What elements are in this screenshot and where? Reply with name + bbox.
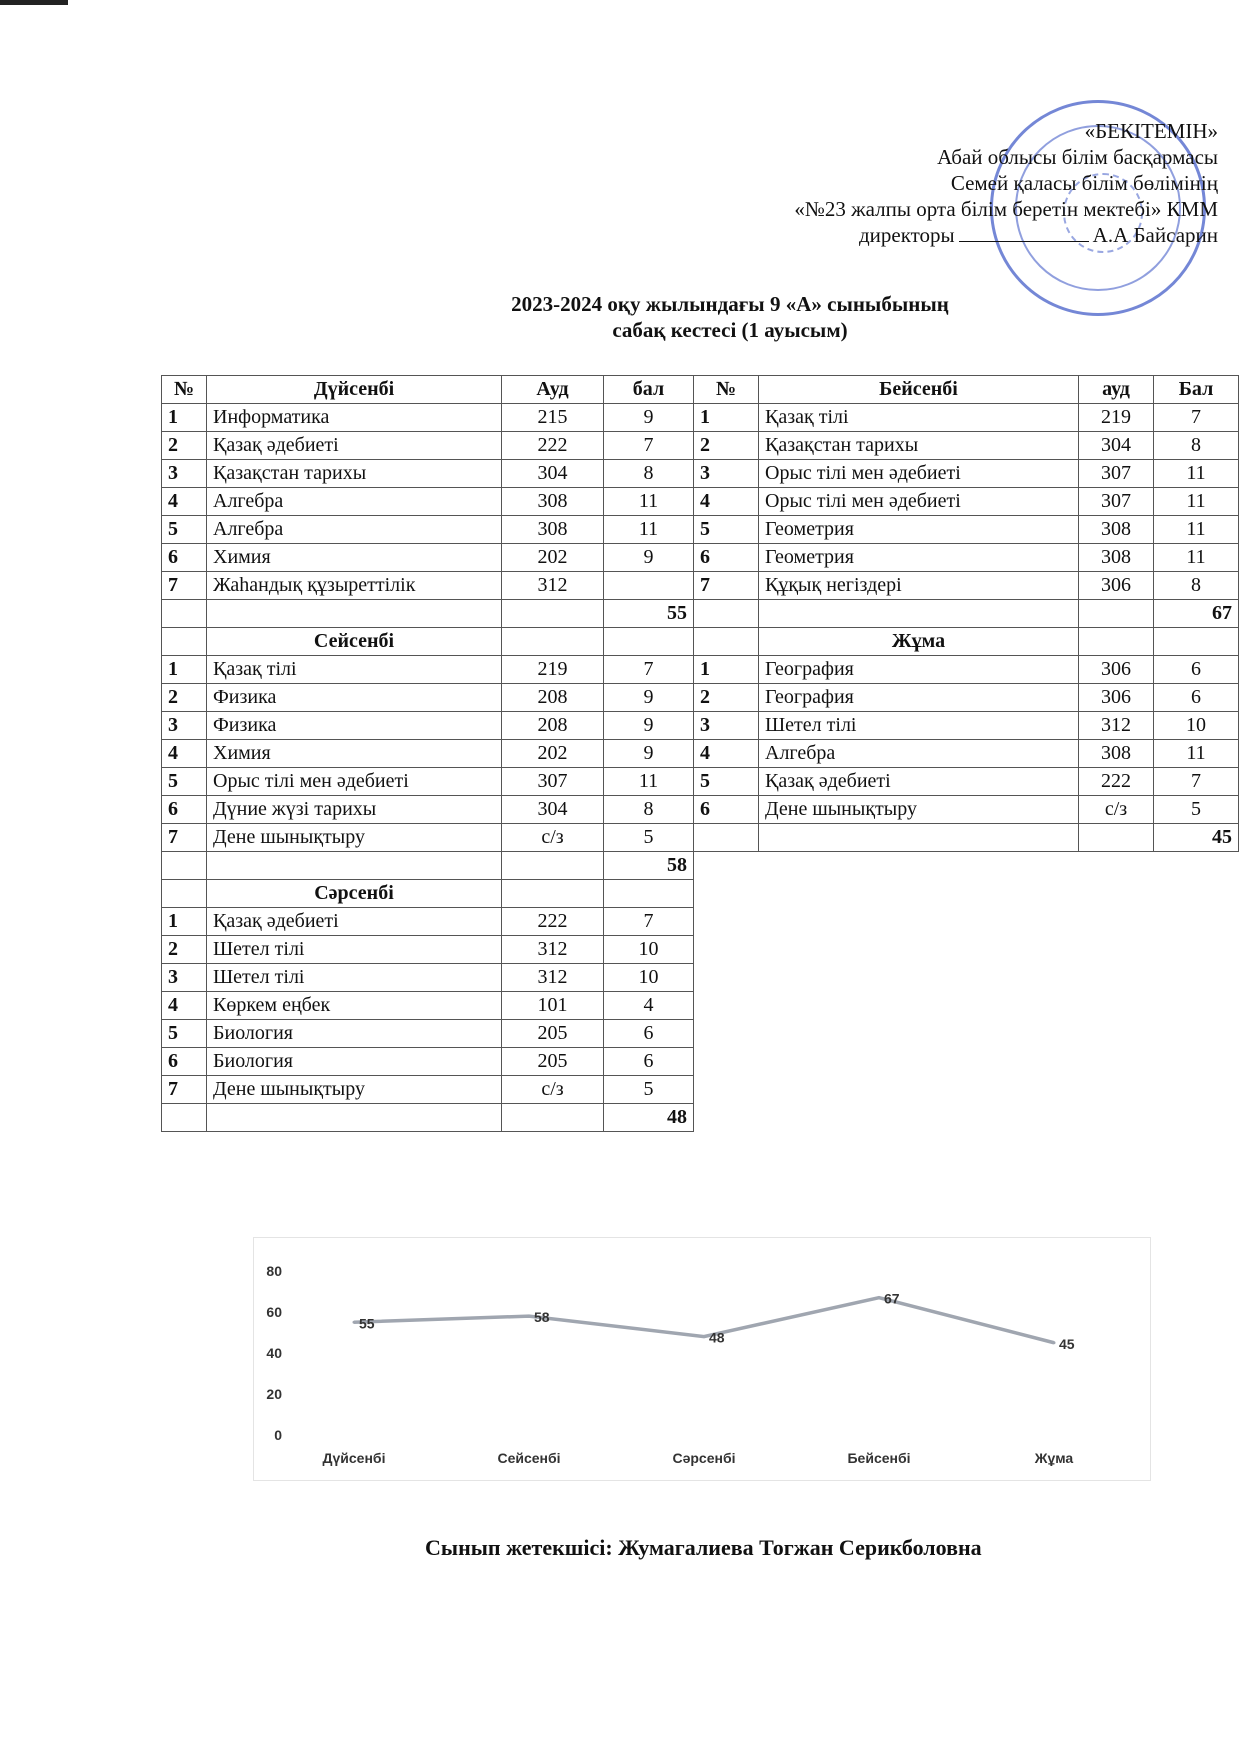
lesson-subject: Химия (207, 740, 502, 768)
signature-line (959, 223, 1089, 242)
lesson-room: с/з (1079, 796, 1154, 824)
schedule-table-right (693, 375, 1239, 852)
approval-block (794, 118, 1218, 248)
empty-cell (207, 600, 502, 628)
lesson-row (162, 404, 694, 432)
day-name-tue: Сейсенбі (207, 628, 502, 656)
lesson-points: 10 (1154, 712, 1239, 740)
lesson-room: 222 (502, 908, 604, 936)
lesson-row (694, 712, 1239, 740)
day-total-mon: 55 (604, 600, 694, 628)
empty-cell (694, 628, 759, 656)
lesson-row (162, 516, 694, 544)
lesson-points: 7 (1154, 404, 1239, 432)
total-row-thu (694, 600, 1239, 628)
director-name: А.А Байсарин (1092, 223, 1218, 247)
approval-line-1: «БЕКІТЕМІН» (1084, 119, 1218, 143)
lesson-row (694, 488, 1239, 516)
lesson-number: 6 (694, 544, 759, 572)
lesson-points: 9 (604, 404, 694, 432)
lesson-room: 308 (502, 516, 604, 544)
lesson-points: 8 (604, 796, 694, 824)
lesson-row (162, 712, 694, 740)
lesson-number: 2 (694, 684, 759, 712)
empty-cell (694, 824, 759, 852)
lesson-subject: Қазақстан тарихы (207, 460, 502, 488)
data-point (878, 1296, 881, 1299)
lesson-row (694, 516, 1239, 544)
lesson-row (694, 796, 1239, 824)
lesson-points: 11 (1154, 740, 1239, 768)
header-aud: Ауд (502, 376, 604, 404)
lesson-row (162, 964, 694, 992)
lesson-number: 6 (162, 796, 207, 824)
empty-cell (759, 824, 1079, 852)
day-header-row-tue (162, 628, 694, 656)
lesson-subject: Жаһандық құзыреттілік (207, 572, 502, 600)
lesson-points: 4 (604, 992, 694, 1020)
lesson-points: 7 (604, 432, 694, 460)
day-total-fri: 45 (1154, 824, 1239, 852)
schedule-title-line-2: сабақ кестесі (1 ауысым) (612, 318, 848, 342)
lesson-number: 3 (162, 712, 207, 740)
lesson-subject: Орыс тілі мен әдебиеті (759, 460, 1079, 488)
approval-line-2: Абай облысы білім басқармасы (937, 145, 1218, 169)
lesson-room: 202 (502, 544, 604, 572)
lesson-row (162, 656, 694, 684)
empty-cell (1154, 628, 1239, 656)
day-name-mon: Дүйсенбі (207, 376, 502, 404)
x-tick-label: Сейсенбі (497, 1450, 561, 1466)
lesson-subject: Дене шынықтыру (207, 1076, 502, 1104)
lesson-subject: Химия (207, 544, 502, 572)
lesson-room: 312 (502, 572, 604, 600)
lesson-row (162, 432, 694, 460)
empty-cell (162, 600, 207, 628)
lesson-points: 11 (604, 516, 694, 544)
lesson-subject: Қазақ әдебиеті (207, 432, 502, 460)
lesson-subject: Шетел тілі (207, 936, 502, 964)
lesson-number: 2 (694, 432, 759, 460)
lesson-number: 3 (162, 460, 207, 488)
lesson-room: с/з (502, 1076, 604, 1104)
empty-cell (502, 852, 604, 880)
lesson-room: 304 (1079, 432, 1154, 460)
empty-cell (162, 1104, 207, 1132)
data-label: 58 (534, 1309, 550, 1326)
lesson-row (162, 796, 694, 824)
lesson-row (162, 684, 694, 712)
lesson-row (162, 460, 694, 488)
day-header-row-mon (162, 376, 694, 404)
lesson-subject: География (759, 656, 1079, 684)
x-tick-label: Жұма (1034, 1450, 1074, 1466)
lesson-points: 6 (1154, 684, 1239, 712)
data-label: 48 (709, 1329, 725, 1346)
lesson-subject: Физика (207, 712, 502, 740)
lesson-points: 11 (1154, 516, 1239, 544)
scan-edge-mark (0, 0, 68, 5)
lesson-number: 6 (162, 544, 207, 572)
lesson-subject: Қазақ әдебиеті (759, 768, 1079, 796)
lesson-room: 219 (1079, 404, 1154, 432)
lesson-subject: Геометрия (759, 516, 1079, 544)
lesson-row (694, 460, 1239, 488)
empty-cell (604, 880, 694, 908)
lesson-subject: Алгебра (759, 740, 1079, 768)
data-label: 55 (359, 1315, 375, 1332)
lesson-number: 2 (162, 684, 207, 712)
lesson-number: 5 (162, 1020, 207, 1048)
lesson-points: 7 (604, 656, 694, 684)
lesson-subject: Орыс тілі мен әдебиеті (759, 488, 1079, 516)
approval-line-4: «№23 жалпы орта білім беретін мектебі» КММ (794, 197, 1218, 221)
lesson-room: 308 (502, 488, 604, 516)
lesson-subject: Дүние жүзі тарихы (207, 796, 502, 824)
lesson-points: 9 (604, 684, 694, 712)
data-point (353, 1321, 356, 1324)
empty-cell (1079, 628, 1154, 656)
lesson-subject: Құқық негіздері (759, 572, 1079, 600)
lesson-room: 208 (502, 712, 604, 740)
lesson-number: 1 (694, 656, 759, 684)
data-point (703, 1335, 706, 1338)
empty-cell (1079, 824, 1154, 852)
lesson-number: 3 (162, 964, 207, 992)
schedule-table-left (161, 375, 694, 1132)
data-label: 45 (1059, 1335, 1075, 1352)
lesson-number: 5 (694, 516, 759, 544)
lesson-room: 304 (502, 796, 604, 824)
empty-cell (162, 628, 207, 656)
header-bal: бал (604, 376, 694, 404)
total-row-mon (162, 600, 694, 628)
empty-cell (502, 880, 604, 908)
lesson-room: 306 (1079, 656, 1154, 684)
x-tick-label: Бейсенбі (847, 1450, 911, 1466)
lesson-room: 208 (502, 684, 604, 712)
lesson-room: 308 (1079, 544, 1154, 572)
header-no: № (694, 376, 759, 404)
lesson-subject: Биология (207, 1048, 502, 1076)
lesson-room: 202 (502, 740, 604, 768)
empty-cell (502, 600, 604, 628)
total-row-wed (162, 1104, 694, 1132)
day-name-thu: Бейсенбі (759, 376, 1079, 404)
lesson-points: 9 (604, 712, 694, 740)
y-tick-label: 0 (274, 1427, 282, 1443)
class-teacher: Сынып жетекшісі: Жумагалиева Тогжан Серикболовна (425, 1535, 982, 1560)
day-header-row-wed (162, 880, 694, 908)
empty-cell (207, 1104, 502, 1132)
lesson-subject: Қазақ тілі (207, 656, 502, 684)
lesson-row (162, 768, 694, 796)
empty-cell (162, 880, 207, 908)
x-tick-label: Дүйсенбі (322, 1450, 386, 1466)
lesson-room: 101 (502, 992, 604, 1020)
lesson-row (162, 1048, 694, 1076)
lesson-row (162, 488, 694, 516)
lesson-room: 312 (502, 964, 604, 992)
lesson-points: 6 (1154, 656, 1239, 684)
data-point (1053, 1341, 1056, 1344)
lesson-row (162, 740, 694, 768)
lesson-subject: Алгебра (207, 488, 502, 516)
y-tick-label: 40 (266, 1345, 282, 1361)
lesson-room: 312 (1079, 712, 1154, 740)
lesson-room: 306 (1079, 572, 1154, 600)
lesson-number: 4 (694, 488, 759, 516)
lesson-subject: Шетел тілі (759, 712, 1079, 740)
empty-cell (1079, 600, 1154, 628)
lesson-room: 222 (1079, 768, 1154, 796)
lesson-points: 11 (1154, 460, 1239, 488)
lesson-subject: География (759, 684, 1079, 712)
director-label: директоры (858, 223, 955, 247)
lesson-room: 219 (502, 656, 604, 684)
lesson-subject: Дене шынықтыру (207, 824, 502, 852)
lesson-points: 11 (1154, 488, 1239, 516)
lesson-points: 5 (604, 824, 694, 852)
lesson-room: 306 (1079, 684, 1154, 712)
lesson-points: 8 (1154, 572, 1239, 600)
lesson-room: 304 (502, 460, 604, 488)
y-tick-label: 80 (266, 1263, 282, 1279)
lesson-room: 307 (1079, 488, 1154, 516)
day-header-row-thu (694, 376, 1239, 404)
total-row-fri (694, 824, 1239, 852)
lesson-number: 1 (162, 908, 207, 936)
lesson-subject: Шетел тілі (207, 964, 502, 992)
lesson-subject: Алгебра (207, 516, 502, 544)
lesson-room: 312 (502, 936, 604, 964)
empty-cell (162, 852, 207, 880)
day-name-wed: Сәрсенбі (207, 880, 502, 908)
lesson-row (694, 544, 1239, 572)
lesson-number: 6 (694, 796, 759, 824)
lesson-number: 1 (694, 404, 759, 432)
day-total-wed: 48 (604, 1104, 694, 1132)
lesson-points: 7 (604, 908, 694, 936)
lesson-subject: Дене шынықтыру (759, 796, 1079, 824)
day-total-tue: 58 (604, 852, 694, 880)
header-aud: ауд (1079, 376, 1154, 404)
lesson-number: 1 (162, 404, 207, 432)
lesson-row (162, 824, 694, 852)
lesson-points: 8 (1154, 432, 1239, 460)
lesson-room: 222 (502, 432, 604, 460)
lesson-room: 308 (1079, 740, 1154, 768)
approval-director (794, 222, 1218, 248)
lesson-subject: Физика (207, 684, 502, 712)
day-header-row-fri (694, 628, 1239, 656)
lesson-number: 5 (694, 768, 759, 796)
empty-cell (502, 1104, 604, 1132)
lesson-row (162, 936, 694, 964)
empty-cell (759, 600, 1079, 628)
lesson-points: 10 (604, 936, 694, 964)
lesson-row (694, 572, 1239, 600)
lesson-number: 7 (694, 572, 759, 600)
lesson-row (694, 656, 1239, 684)
lesson-points: 6 (604, 1048, 694, 1076)
lesson-room: 308 (1079, 516, 1154, 544)
day-total-thu: 67 (1154, 600, 1239, 628)
lesson-row (162, 1076, 694, 1104)
approval-line-3: Семей қаласы білім бөлімінің (950, 171, 1218, 195)
lesson-subject: Информатика (207, 404, 502, 432)
total-row-tue (162, 852, 694, 880)
lesson-points: 11 (604, 768, 694, 796)
lesson-subject: Қазақ тілі (759, 404, 1079, 432)
lesson-row (162, 908, 694, 936)
line-chart-svg (254, 1238, 1150, 1480)
weekly-load-chart (253, 1237, 1151, 1481)
lesson-points: 5 (604, 1076, 694, 1104)
lesson-room: 307 (502, 768, 604, 796)
lesson-number: 7 (162, 1076, 207, 1104)
lesson-number: 5 (162, 768, 207, 796)
header-bal: Бал (1154, 376, 1239, 404)
lesson-room: 205 (502, 1048, 604, 1076)
lesson-number: 3 (694, 712, 759, 740)
lesson-row (694, 404, 1239, 432)
lesson-row (694, 684, 1239, 712)
lesson-points: 5 (1154, 796, 1239, 824)
lesson-number: 4 (162, 740, 207, 768)
data-point (528, 1315, 531, 1318)
lesson-number: 4 (694, 740, 759, 768)
schedule-title-line-1: 2023-2024 оқу жылындағы 9 «А» сыныбының (511, 292, 949, 316)
empty-cell (694, 600, 759, 628)
lesson-subject: Биология (207, 1020, 502, 1048)
lesson-points: 11 (604, 488, 694, 516)
lesson-number: 1 (162, 656, 207, 684)
lesson-number: 2 (162, 432, 207, 460)
empty-cell (604, 628, 694, 656)
lesson-row (694, 432, 1239, 460)
lesson-subject: Қазақстан тарихы (759, 432, 1079, 460)
y-tick-label: 60 (266, 1304, 282, 1320)
lesson-points: 11 (1154, 544, 1239, 572)
lesson-subject: Қазақ әдебиеті (207, 908, 502, 936)
lesson-row (694, 740, 1239, 768)
lesson-points: 9 (604, 740, 694, 768)
day-name-fri: Жұма (759, 628, 1079, 656)
lesson-points: 10 (604, 964, 694, 992)
lesson-number: 4 (162, 488, 207, 516)
lesson-points: 9 (604, 544, 694, 572)
lesson-subject: Геометрия (759, 544, 1079, 572)
y-tick-label: 20 (266, 1386, 282, 1402)
lesson-room: 307 (1079, 460, 1154, 488)
lesson-room: 205 (502, 1020, 604, 1048)
x-tick-label: Сәрсенбі (672, 1450, 736, 1466)
lesson-number: 4 (162, 992, 207, 1020)
lesson-points: 8 (604, 460, 694, 488)
lesson-row (162, 572, 694, 600)
empty-cell (207, 852, 502, 880)
data-label: 67 (884, 1290, 900, 1307)
lesson-number: 3 (694, 460, 759, 488)
lesson-number: 7 (162, 572, 207, 600)
lesson-row (162, 992, 694, 1020)
lesson-row (162, 1020, 694, 1048)
lesson-subject: Орыс тілі мен әдебиеті (207, 768, 502, 796)
lesson-points: 6 (604, 1020, 694, 1048)
lesson-points: 7 (1154, 768, 1239, 796)
lesson-room: 215 (502, 404, 604, 432)
lesson-number: 6 (162, 1048, 207, 1076)
lesson-points (604, 572, 694, 600)
lesson-row (162, 544, 694, 572)
lesson-number: 7 (162, 824, 207, 852)
lesson-subject: Көркем еңбек (207, 992, 502, 1020)
lesson-row (694, 768, 1239, 796)
lesson-room: с/з (502, 824, 604, 852)
lesson-number: 5 (162, 516, 207, 544)
lesson-number: 2 (162, 936, 207, 964)
header-no: № (162, 376, 207, 404)
empty-cell (502, 628, 604, 656)
